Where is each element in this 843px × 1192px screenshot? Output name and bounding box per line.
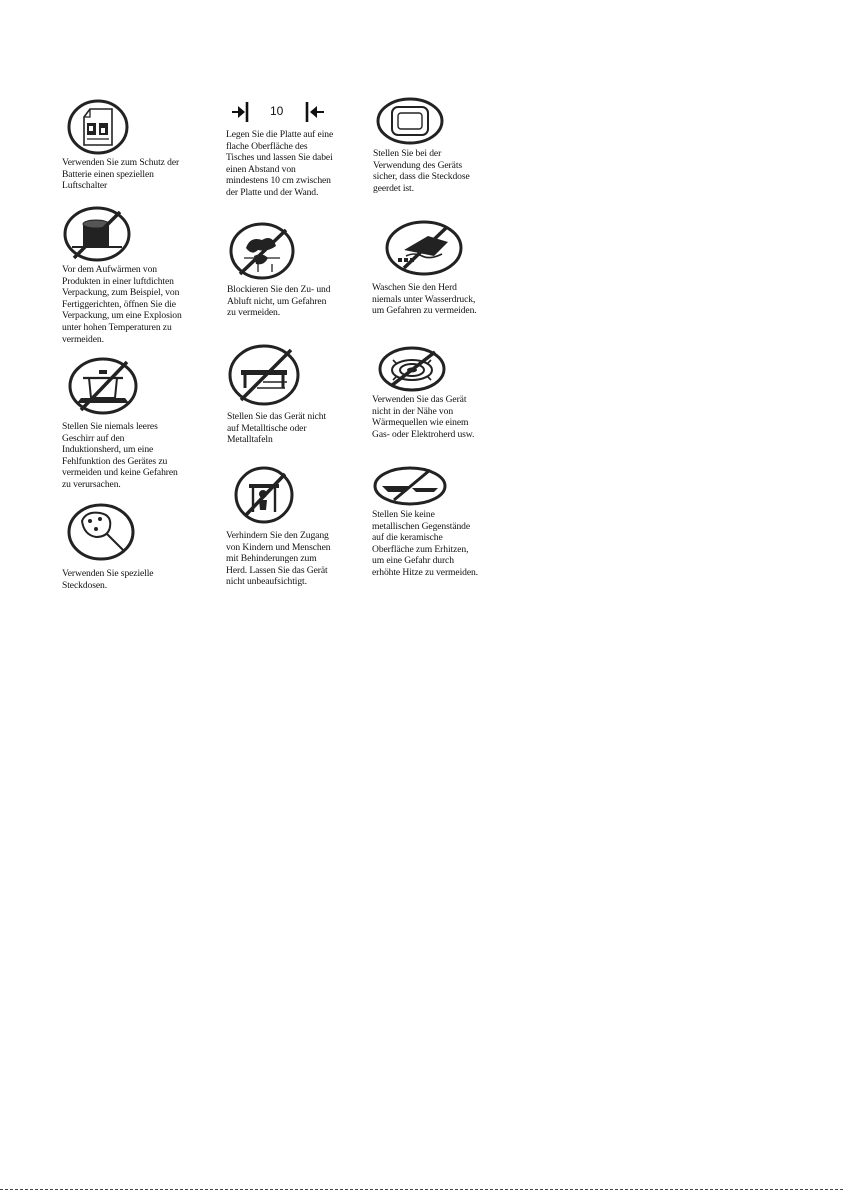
instruction-text: Stellen Sie niemals leeres Geschirr auf den Induktionsherd, um eine Fehlfunktion des Gerätes zu vermeiden und keine Gefahren zu verursachen. [62,421,178,490]
instruction-text: Verwenden Sie zum Schutz der Batterie einen speziellen Luftschalter [62,157,180,192]
instruction-text: Stellen Sie bei der Verwendung des Geräts sicher, dass die Steckdose geerdet ist. [373,148,470,194]
special-plug-icon [66,503,136,561]
distance-icon [228,101,328,123]
instruction-text: Vor dem Aufwärmen von Produkten in einer luftdichten Verpackung, zum Beispiel, von Fertiggerichten, öffnen Sie die Verpackung, um eine Explosion unter hohen Temperaturen zu vermeiden. [62,264,182,345]
no-blocked-vents-icon [228,222,296,280]
no-water-wash-icon [384,220,464,276]
no-metal-table-icon [227,344,301,406]
instruction-text: Verwenden Sie spezielle Steckdosen. [62,568,154,591]
distance-label: 10 [270,104,284,118]
no-children-icon [233,466,295,524]
instruction-text: Stellen Sie keine metallischen Gegenstände auf die keramische Oberfläche zum Erhitzen, um eine Gefahr durch erhöhte Hitze zu vermeiden. [372,509,478,578]
no-metal-objects-icon [372,466,448,506]
instruction-text: Verwenden Sie das Gerät nicht in der Nähe von Wärmequellen wie einem Gas- oder Elektroherd usw. [372,394,475,440]
instruction-text: Waschen Sie den Herd niemals unter Wasserdruck, um Gefahren zu vermeiden. [372,282,477,317]
instruction-text: Legen Sie die Platte auf eine flache Oberfläche des Tisches und lassen Sie dabei einen Abstand von mindestens 10 cm zwischen der Platte und der Wand. [226,129,334,198]
circuit-breaker-icon [67,99,129,155]
no-empty-pot-icon [67,356,139,416]
instruction-text: Stellen Sie das Gerät nicht auf Metalltische oder Metalltafeln [227,411,327,446]
instruction-text: Verhindern Sie den Zugang von Kindern und Menschen mit Behinderungen zum Herd. Lassen Sie das Gerät nicht unbeaufsichtigt. [226,530,331,588]
no-sealed-can-icon [62,206,132,264]
page-bottom-divider [0,1189,843,1190]
instruction-text: Blockieren Sie den Zu- und Abluft nicht, um Gefahren zu vermeiden. [227,284,331,319]
grounded-socket-icon [376,97,444,145]
no-heat-source-icon [377,346,447,392]
